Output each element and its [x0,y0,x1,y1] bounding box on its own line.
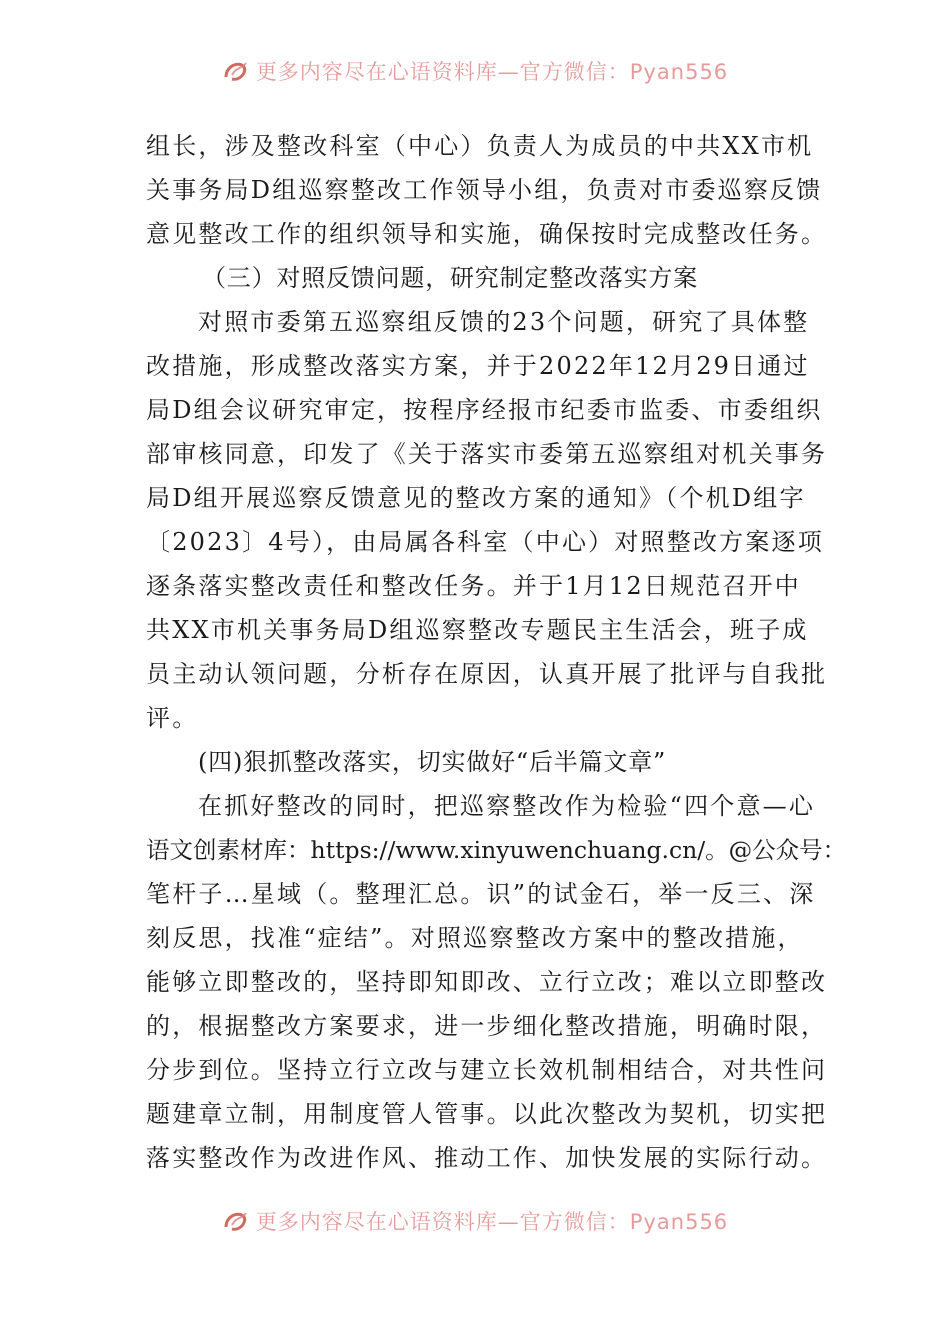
text-line: 局D组开展巡察反馈意见的整改方案的通知》（个机D组字 [146,484,806,512]
document-body [146,124,847,1180]
text-line: 在抓好整改的同时，把巡察整改作为检验“四个意—心 [198,792,816,820]
text-line: 评。 [146,704,199,732]
text-line: 笔杆子…星域（。整理汇总。识”的试金石，举一反三、深 [146,880,816,908]
text-line: 〔2023〕4号），由局属各科室（中心）对照整改方案逐项 [146,528,824,556]
text-line-with-url: 语文创素材库：https://www.xinyuwenchuang.cn/。@公众号： [146,836,847,864]
text-line: 共XX市机关事务局D组巡察整改专题民主生活会，班子成 [146,616,809,644]
footer-watermark [0,1202,950,1236]
logo-icon [222,57,250,85]
text-line: 组长，涉及整改科室（中心）负责人为成员的中共XX市机 [146,132,814,160]
text-line: 的，根据整改方案要求，进一步细化整改措施，明确时限， [146,1012,828,1040]
section-heading: （三）对照反馈问题，研究制定整改落实方案 [202,264,698,292]
watermark-text: 更多内容尽在心语资料库—官方微信：Pyan556 [255,60,729,84]
text-line: 部审核同意，印发了《关于落实市委第五巡察组对机关事务 [146,440,828,468]
text-line: 能够立即整改的，坚持即知即改、立行立改；难以立即整改 [146,968,828,996]
text-line: 改措施，形成整改落实方案，并于2022年12月29日通过 [146,352,810,380]
text-line: 题建章立制，用制度管人管事。以此次整改为契机，切实把 [146,1100,828,1128]
text-line: 逐条落实整改责任和整改任务。并于1月12日规范召开中 [146,572,802,600]
logo-icon [222,1207,250,1235]
text-line: 员主动认领问题，分析存在原因，认真开展了批评与自我批 [146,660,828,688]
text-line: 落实整改作为改进作风、推动工作、加快发展的实际行动。 [146,1144,828,1172]
text-line: 刻反思，找准“症结”。对照巡察整改方案中的整改措施， [146,924,804,952]
section-heading: (四)狠抓整改落实，切实做好“后半篇文章” [198,748,667,776]
watermark-text: 更多内容尽在心语资料库—官方微信：Pyan556 [255,1210,729,1234]
text-line: 局D组会议研究审定，按程序经报市纪委市监委、市委组织 [146,396,823,424]
header-watermark [0,52,950,86]
text-line: 分步到位。坚持立行立改与建立长效机制相结合，对共性问 [146,1056,828,1084]
text-line: 对照市委第五巡察组反馈的23个问题，研究了具体整 [198,308,810,336]
text-line: 关事务局D组巡察整改工作领导小组，负责对市委巡察反馈 [146,176,823,204]
text-line: 意见整改工作的组织领导和实施，确保按时完成整改任务。 [146,220,828,248]
